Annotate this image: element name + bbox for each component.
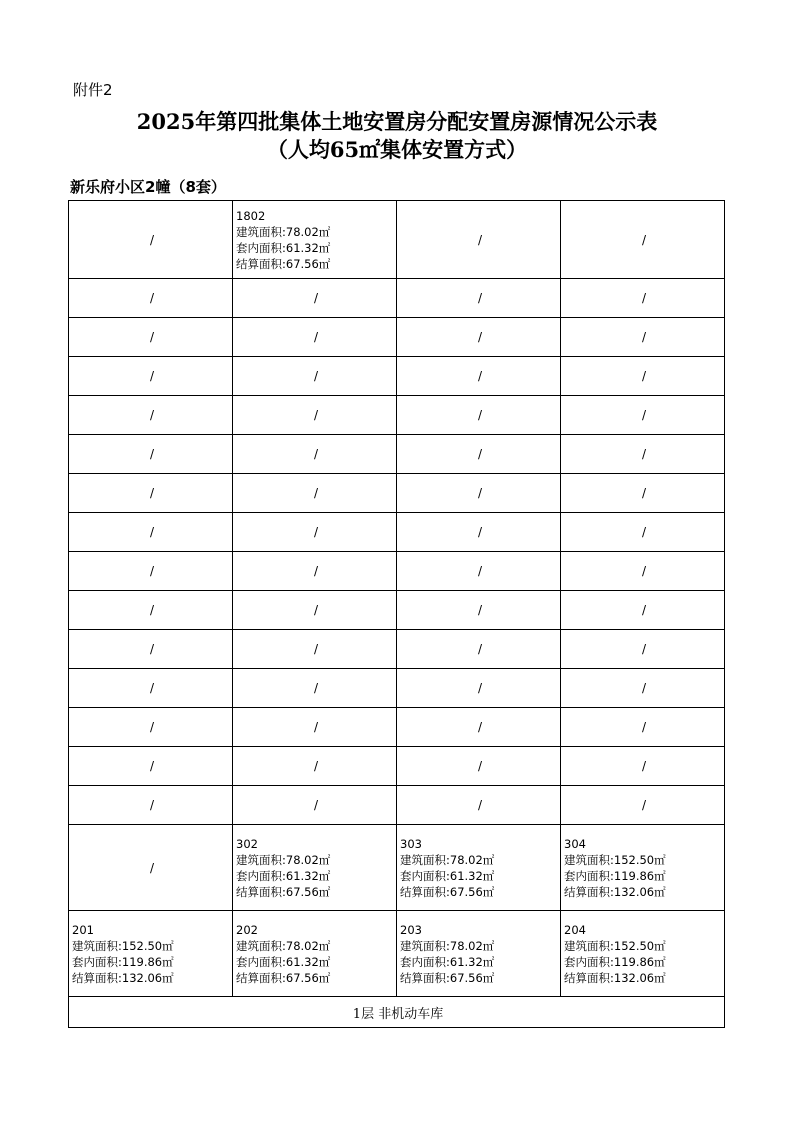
empty-cell: / xyxy=(69,591,233,630)
empty-cell: / xyxy=(561,201,725,279)
unit-cell xyxy=(233,825,397,911)
empty-cell: / xyxy=(561,630,725,669)
unit-area-build: 建筑面积:152.50㎡ xyxy=(72,938,174,953)
table-row xyxy=(69,669,725,708)
empty-cell: / xyxy=(233,396,397,435)
page-title: 2025年第四批集体土地安置房分配安置房源情况公示表 xyxy=(136,109,658,134)
empty-cell: / xyxy=(397,396,561,435)
empty-cell: / xyxy=(233,708,397,747)
unit-area-settle: 结算面积:132.06㎡ xyxy=(564,884,666,899)
unit-allocation-table xyxy=(68,200,725,1028)
unit-area-build: 建筑面积:78.02㎡ xyxy=(236,938,331,953)
unit-cell xyxy=(397,911,561,997)
empty-cell: / xyxy=(397,435,561,474)
unit-area-inner: 套内面积:61.32㎡ xyxy=(400,954,495,969)
unit-number: 201 xyxy=(72,922,94,937)
unit-cell xyxy=(561,825,725,911)
unit-cell xyxy=(233,911,397,997)
unit-area-inner: 套内面积:61.32㎡ xyxy=(400,868,495,883)
table-row xyxy=(69,825,725,911)
empty-cell: / xyxy=(397,513,561,552)
unit-area-inner: 套内面积:119.86㎡ xyxy=(564,868,666,883)
unit-area-build: 建筑面积:152.50㎡ xyxy=(564,938,666,953)
unit-area-build: 建筑面积:152.50㎡ xyxy=(564,852,666,867)
floor-1-label: 1层 非机动车库 xyxy=(69,997,725,1028)
unit-number: 202 xyxy=(236,922,258,937)
empty-cell: / xyxy=(561,708,725,747)
empty-cell: / xyxy=(69,435,233,474)
building-label: 新乐府小区2幢（8套） xyxy=(70,178,226,196)
empty-cell: / xyxy=(561,474,725,513)
unit-area-inner: 套内面积:61.32㎡ xyxy=(236,868,331,883)
empty-cell: / xyxy=(69,630,233,669)
empty-cell: / xyxy=(233,279,397,318)
empty-cell: / xyxy=(69,396,233,435)
empty-cell: / xyxy=(233,357,397,396)
table-row xyxy=(69,591,725,630)
table-row xyxy=(69,747,725,786)
table-row xyxy=(69,474,725,513)
empty-cell: / xyxy=(397,708,561,747)
empty-cell: / xyxy=(397,552,561,591)
empty-cell: / xyxy=(397,201,561,279)
unit-area-settle: 结算面积:67.56㎡ xyxy=(400,884,495,899)
empty-cell: / xyxy=(69,357,233,396)
empty-cell: / xyxy=(69,318,233,357)
empty-cell: / xyxy=(69,201,233,279)
empty-cell: / xyxy=(69,513,233,552)
unit-area-build: 建筑面积:78.02㎡ xyxy=(236,224,331,239)
empty-cell: / xyxy=(397,591,561,630)
empty-cell: / xyxy=(69,747,233,786)
unit-cell xyxy=(233,201,397,279)
attachment-label: 附件2 xyxy=(73,81,113,99)
unit-area-build: 建筑面积:78.02㎡ xyxy=(236,852,331,867)
unit-number: 302 xyxy=(236,836,258,851)
table-row xyxy=(69,279,725,318)
unit-area-inner: 套内面积:61.32㎡ xyxy=(236,240,331,255)
empty-cell: / xyxy=(233,552,397,591)
empty-cell: / xyxy=(397,318,561,357)
empty-cell: / xyxy=(69,708,233,747)
empty-cell: / xyxy=(233,786,397,825)
empty-cell: / xyxy=(397,747,561,786)
unit-cell xyxy=(397,825,561,911)
unit-number: 304 xyxy=(564,836,586,851)
empty-cell: / xyxy=(561,435,725,474)
empty-cell: / xyxy=(69,552,233,591)
table-row xyxy=(69,513,725,552)
empty-cell: / xyxy=(397,357,561,396)
page-subtitle: （人均65㎡集体安置方式） xyxy=(266,137,528,162)
table-row xyxy=(69,786,725,825)
empty-cell: / xyxy=(233,474,397,513)
empty-cell: / xyxy=(397,474,561,513)
table-row xyxy=(69,911,725,997)
empty-cell: / xyxy=(69,786,233,825)
empty-cell: / xyxy=(561,357,725,396)
empty-cell: / xyxy=(233,630,397,669)
unit-area-settle: 结算面积:132.06㎡ xyxy=(72,970,174,985)
empty-cell: / xyxy=(233,591,397,630)
unit-area-build: 建筑面积:78.02㎡ xyxy=(400,852,495,867)
unit-cell xyxy=(561,911,725,997)
empty-cell: / xyxy=(397,279,561,318)
table-footer-row xyxy=(69,997,725,1028)
unit-area-settle: 结算面积:67.56㎡ xyxy=(236,884,331,899)
empty-cell: / xyxy=(233,513,397,552)
table-row xyxy=(69,357,725,396)
unit-area-build: 建筑面积:78.02㎡ xyxy=(400,938,495,953)
empty-cell: / xyxy=(69,279,233,318)
table-row xyxy=(69,201,725,279)
table-row xyxy=(69,318,725,357)
unit-area-inner: 套内面积:61.32㎡ xyxy=(236,954,331,969)
empty-cell: / xyxy=(561,552,725,591)
table-row xyxy=(69,552,725,591)
empty-cell: / xyxy=(233,435,397,474)
empty-cell: / xyxy=(561,396,725,435)
table-row xyxy=(69,396,725,435)
empty-cell: / xyxy=(69,825,233,911)
empty-cell: / xyxy=(233,669,397,708)
unit-area-settle: 结算面积:132.06㎡ xyxy=(564,970,666,985)
unit-number: 204 xyxy=(564,922,586,937)
empty-cell: / xyxy=(233,747,397,786)
unit-area-settle: 结算面积:67.56㎡ xyxy=(400,970,495,985)
empty-cell: / xyxy=(561,747,725,786)
unit-number: 203 xyxy=(400,922,422,937)
empty-cell: / xyxy=(69,669,233,708)
table-row xyxy=(69,708,725,747)
empty-cell: / xyxy=(397,669,561,708)
table-row xyxy=(69,435,725,474)
unit-area-settle: 结算面积:67.56㎡ xyxy=(236,256,331,271)
empty-cell: / xyxy=(561,513,725,552)
unit-area-inner: 套内面积:119.86㎡ xyxy=(564,954,666,969)
unit-number: 303 xyxy=(400,836,422,851)
empty-cell: / xyxy=(233,318,397,357)
empty-cell: / xyxy=(561,786,725,825)
unit-number: 1802 xyxy=(236,208,266,223)
unit-cell xyxy=(69,911,233,997)
unit-area-settle: 结算面积:67.56㎡ xyxy=(236,970,331,985)
unit-area-inner: 套内面积:119.86㎡ xyxy=(72,954,174,969)
table-row xyxy=(69,630,725,669)
empty-cell: / xyxy=(561,318,725,357)
empty-cell: / xyxy=(561,279,725,318)
empty-cell: / xyxy=(561,591,725,630)
empty-cell: / xyxy=(397,630,561,669)
empty-cell: / xyxy=(69,474,233,513)
empty-cell: / xyxy=(397,786,561,825)
empty-cell: / xyxy=(561,669,725,708)
